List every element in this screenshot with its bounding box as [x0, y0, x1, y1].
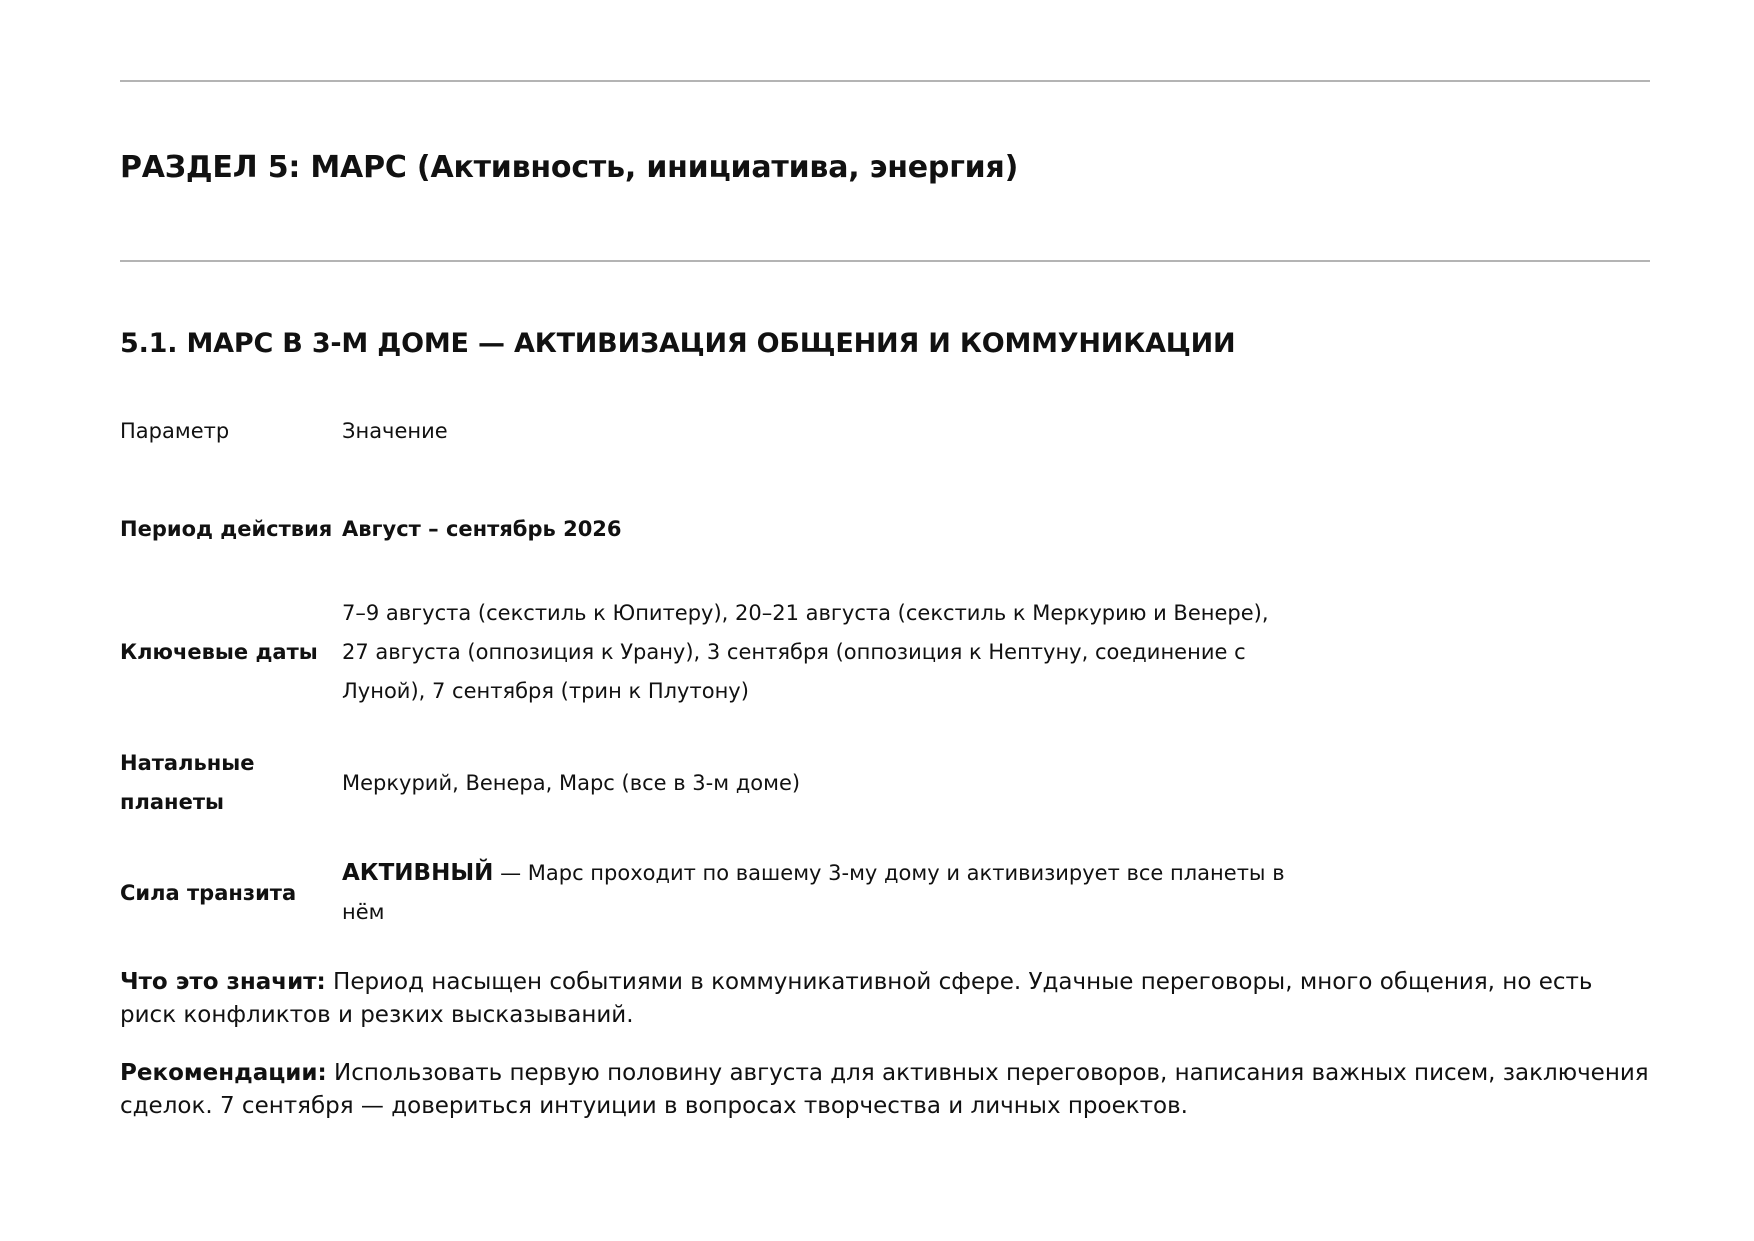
- top-divider: [120, 80, 1650, 82]
- transit-strength-badge: АКТИВНЫЙ: [342, 860, 494, 886]
- subsection-title: 5.1. МАРС В 3-М ДОМЕ — АКТИВИЗАЦИЯ ОБЩЕНИЯ И КОММУНИКАЦИИ: [120, 328, 1236, 359]
- param-cell-key-dates: Ключевые даты: [120, 639, 318, 664]
- value-cell-transit-strength: [342, 854, 1297, 932]
- recommendations-paragraph: [120, 1057, 1650, 1123]
- header-value-cell: Значение: [342, 418, 448, 443]
- section-title: РАЗДЕЛ 5: МАРС (Активность, инициатива, энергия): [120, 150, 1019, 185]
- transit-strength-description: — Марс проходит по вашему 3-му дому и активизирует все планеты в нём: [342, 861, 1285, 924]
- value-cell-natal-planets: Меркурий, Венера, Марс (все в 3-м доме): [342, 770, 801, 795]
- value-cell-period: Август – сентябрь 2026: [342, 516, 622, 541]
- meaning-text: Период насыщен событиями в коммуникативной сфере. Удачные переговоры, много общения, но есть риск конфликтов и резких высказываний.: [120, 969, 1593, 1028]
- section-divider: [120, 260, 1650, 262]
- table-row-key-dates: [120, 592, 1300, 712]
- recommendations-text: Использовать первую половину августа для активных переговоров, написания важных писем, заключения сделок. 7 сентября — довериться интуиции в вопросах творчества и личных проектов.: [120, 1060, 1649, 1119]
- param-cell-transit-strength: Сила транзита: [120, 880, 297, 905]
- recommendations-label: Рекомендации:: [120, 1060, 327, 1086]
- param-cell-period: Период действия: [120, 516, 333, 541]
- table-header-row: [120, 408, 1300, 454]
- table-row-transit-strength: [120, 848, 1300, 938]
- header-param-cell: Параметр: [120, 418, 230, 443]
- meaning-paragraph: [120, 966, 1650, 1032]
- value-cell-key-dates: 7–9 августа (секстиль к Юпитеру), 20–21 августа (секстиль к Меркурию и Венере), 27 августа (оппозиция к Урану), 3 сентября (оппозиция к Нептуну, соединение с Луной), 7 сентября (трин к Плутону): [342, 600, 1269, 703]
- table-row-period: [120, 484, 1300, 574]
- param-cell-natal-planets: Натальные планеты: [120, 751, 255, 814]
- meaning-label: Что это значит:: [120, 969, 326, 995]
- table-row-natal-planets: [120, 738, 1300, 828]
